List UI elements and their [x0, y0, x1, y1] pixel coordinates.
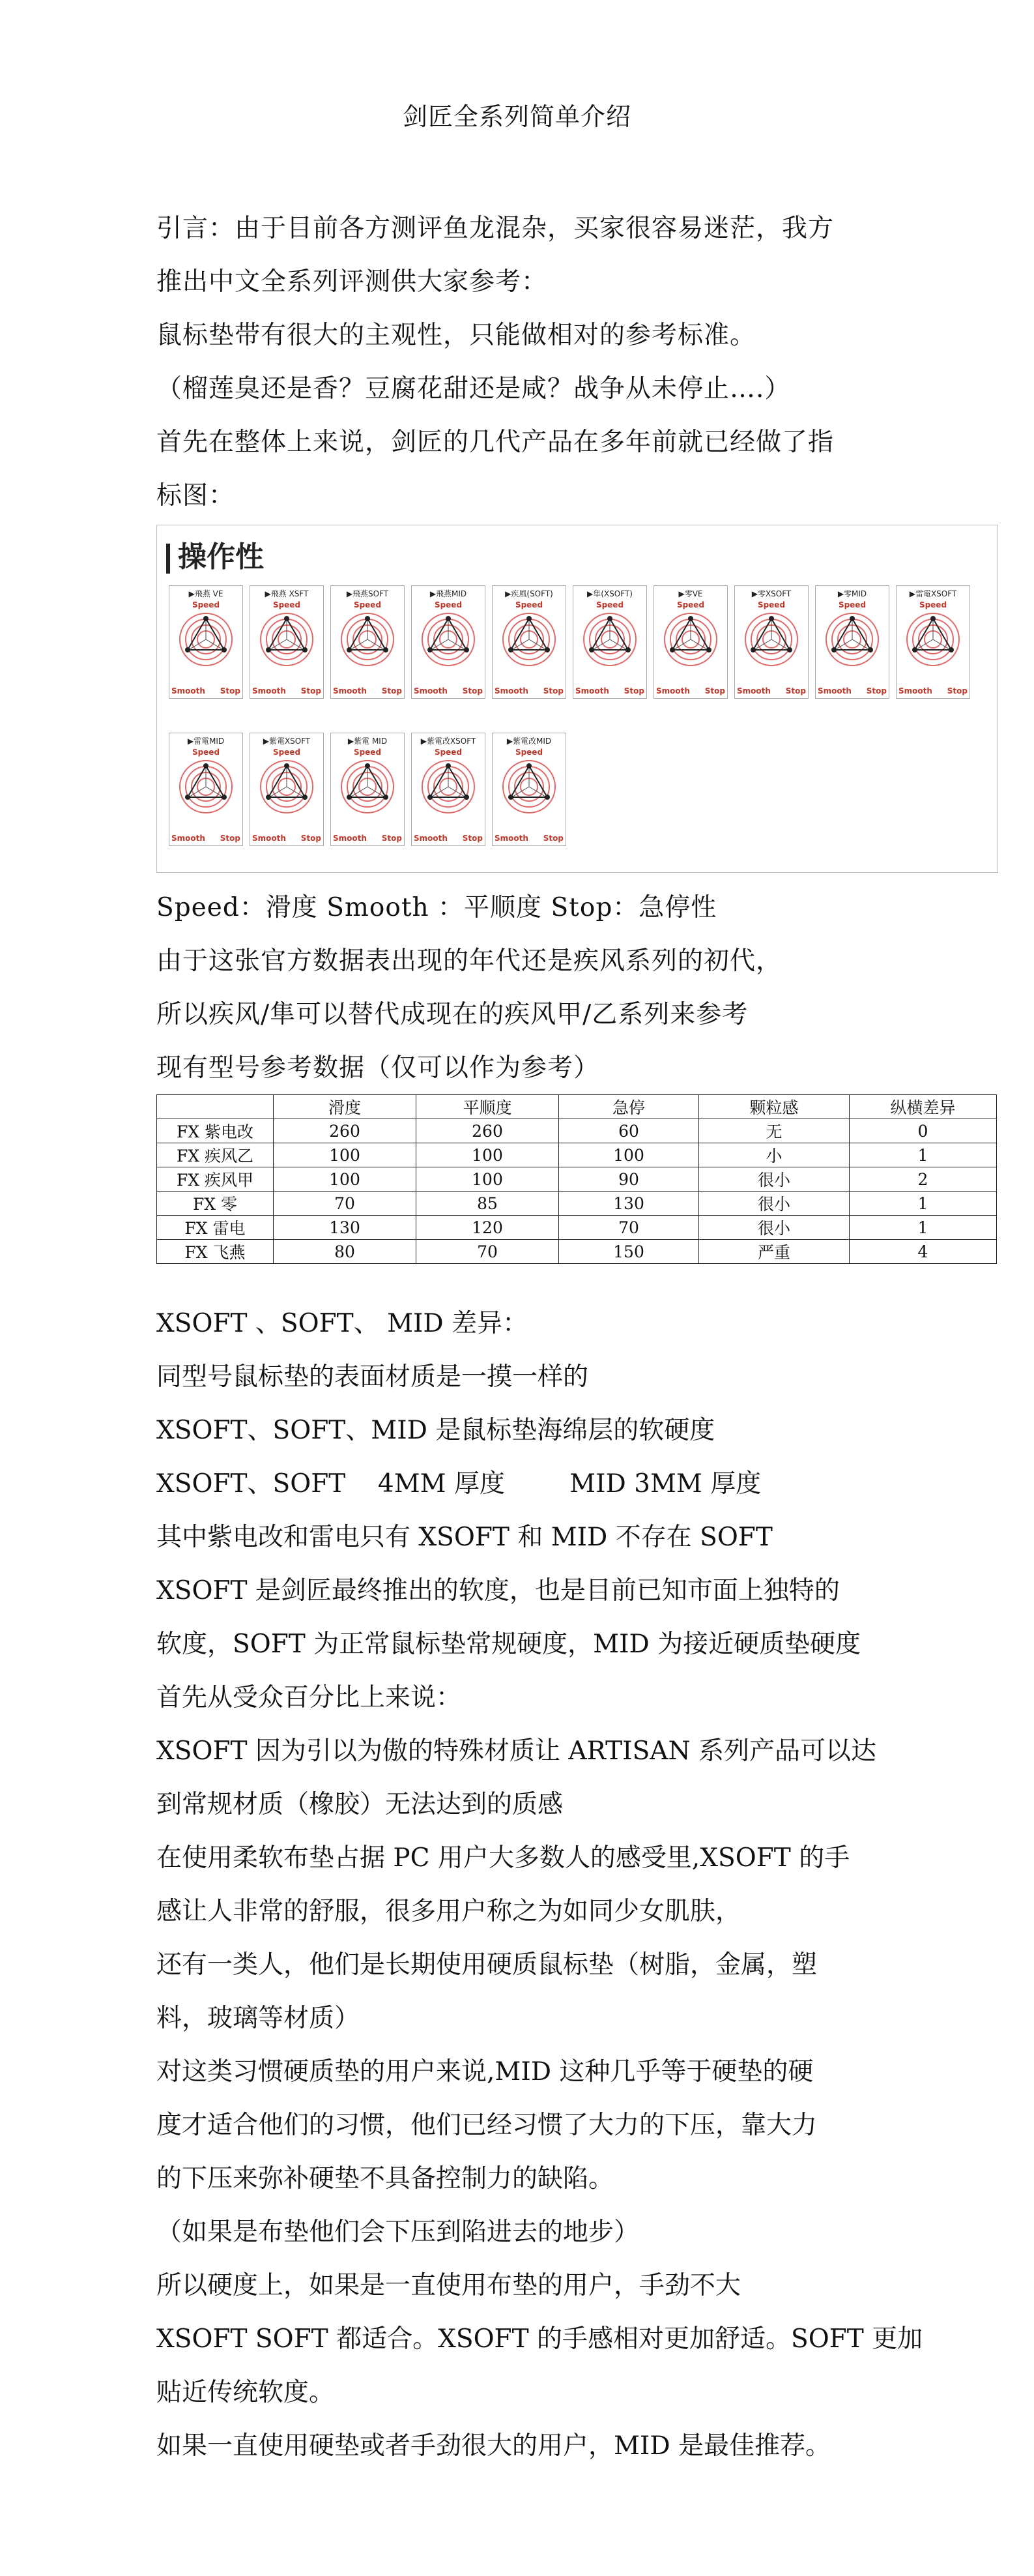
speed-axis-label: Speed	[757, 600, 786, 609]
smooth-axis-label: Smooth	[171, 834, 205, 843]
speed-axis-label: Speed	[353, 600, 382, 609]
table-cell: 很小	[699, 1167, 850, 1192]
radar-point	[383, 647, 388, 652]
smooth-axis-label: Smooth	[495, 834, 528, 843]
stop-axis-label: Stop	[866, 686, 887, 695]
radar-point	[912, 647, 917, 652]
radar-target-icon	[906, 612, 960, 667]
paragraph-line: 料，玻璃等材质）	[156, 2004, 360, 2033]
paragraph-line: XSOFT 是剑匠最终推出的软度，也是目前已知市面上独特的	[156, 1576, 840, 1605]
radar-card	[330, 585, 405, 699]
radar-card-label: ▶飛燕MID	[429, 589, 467, 598]
radar-point	[508, 647, 513, 652]
speed-axis-label: Speed	[515, 748, 543, 757]
stop-axis-label: Stop	[381, 834, 402, 843]
table-header-cell	[157, 1095, 274, 1119]
table-cell: 100	[274, 1167, 416, 1192]
radar-point	[545, 647, 550, 652]
speed-axis-label: Speed	[434, 748, 463, 757]
radar-card	[169, 733, 243, 846]
speed-axis-label: Speed	[272, 600, 301, 609]
table-cell: 260	[416, 1119, 559, 1143]
radar-point	[266, 647, 271, 652]
table-cell: 2	[850, 1167, 997, 1192]
smooth-axis-label: Smooth	[252, 686, 286, 695]
stop-axis-label: Stop	[624, 686, 644, 695]
radar-point	[222, 795, 227, 800]
radar-card-label: ▶飛燕SOFT	[346, 589, 389, 598]
table-header-cell: 平顺度	[416, 1095, 559, 1119]
intro-line: 引言：由于目前各方测评鱼龙混杂，买家很容易迷茫，我方	[156, 214, 835, 243]
table-cell: FX 疾风乙	[157, 1143, 274, 1167]
radar-point	[787, 647, 792, 652]
radar-point	[464, 795, 469, 800]
table-cell: FX 零	[157, 1192, 274, 1216]
radar-point	[607, 616, 612, 621]
paragraph-line: XSOFT SOFT 都适合。XSOFT 的手感相对更加舒适。SOFT 更加	[156, 2324, 923, 2354]
radar-target-icon	[421, 759, 476, 814]
radar-point	[347, 647, 352, 652]
intro-line: （榴莲臭还是香？豆腐花甜还是咸？战争从未停止….）	[156, 374, 791, 403]
speed-axis-label: Speed	[434, 600, 463, 609]
table-cell: 150	[559, 1240, 699, 1264]
radar-target-icon	[259, 759, 314, 814]
radar-card-label: ▶紫電XSOFT	[263, 737, 311, 746]
stop-axis-label: Stop	[220, 834, 240, 843]
table-cell: 1	[850, 1143, 997, 1167]
radar-point	[670, 647, 675, 652]
table-cell: 严重	[699, 1240, 850, 1264]
radar-point	[427, 795, 433, 800]
speed-axis-label: Speed	[919, 600, 947, 609]
radar-target-icon	[582, 612, 637, 667]
table-cell: 70	[274, 1192, 416, 1216]
paragraph-line: 现有型号参考数据（仅可以作为参考）	[156, 1053, 600, 1083]
radar-point	[222, 647, 227, 652]
radar-point	[751, 647, 756, 652]
table-cell: 60	[559, 1119, 699, 1143]
table-row	[157, 1216, 997, 1240]
radar-point	[284, 763, 289, 768]
radar-card-label: ▶雷電XSOFT	[909, 589, 957, 598]
table-header-cell: 颗粒感	[699, 1095, 850, 1119]
radar-card	[734, 585, 809, 699]
radar-target-icon	[179, 759, 233, 814]
table-cell: 0	[850, 1119, 997, 1143]
speed-axis-label: Speed	[192, 600, 220, 609]
table-cell: FX 紫电改	[157, 1119, 274, 1143]
smooth-axis-label: Smooth	[414, 834, 448, 843]
radar-point	[284, 616, 289, 621]
radar-point	[868, 647, 873, 652]
radar-target-icon	[663, 612, 718, 667]
radar-point	[266, 795, 271, 800]
speed-axis-label: Speed	[272, 748, 301, 757]
table-cell: 70	[416, 1240, 559, 1264]
radar-point	[949, 647, 954, 652]
smooth-axis-label: Smooth	[898, 686, 932, 695]
radar-card-label: ▶紫電改XSOFT	[420, 737, 476, 746]
paragraph-line: 对这类习惯硬质垫的用户来说,MID 这种几乎等于硬垫的硬	[156, 2057, 814, 2086]
paragraph-line: XSOFT、SOFT 4MM 厚度 MID 3MM 厚度	[156, 1469, 762, 1499]
table-cell: 100	[559, 1143, 699, 1167]
smooth-axis-label: Smooth	[171, 686, 205, 695]
radar-point	[203, 616, 208, 621]
paragraph-line: 贴近传统软度。	[156, 2378, 335, 2407]
table-cell: 小	[699, 1143, 850, 1167]
table-cell: 70	[559, 1216, 699, 1240]
paragraph-line: 首先从受众百分比上来说：	[156, 1683, 462, 1712]
intro-line: 首先在整体上来说，剑匠的几代产品在多年前就已经做了指	[156, 428, 835, 457]
paragraph-line: 所以硬度上，如果是一直使用布垫的用户，手劲不大	[156, 2271, 741, 2300]
radar-point	[446, 763, 451, 768]
paragraph-line: 软度，SOFT 为正常鼠标垫常规硬度，MID 为接近硬质垫硬度	[156, 1630, 861, 1659]
speed-axis-label: Speed	[353, 748, 382, 757]
smooth-axis-label: Smooth	[575, 686, 609, 695]
radar-point	[365, 763, 370, 768]
paragraph-line: XSOFT 、SOFT、 MID 差异：	[156, 1309, 528, 1338]
table-cell: 100	[416, 1167, 559, 1192]
radar-target-icon	[825, 612, 880, 667]
intro-line: 标图：	[156, 481, 235, 510]
radar-point	[706, 647, 711, 652]
smooth-axis-label: Smooth	[818, 686, 852, 695]
paragraph-line: 在使用柔软布垫占据 PC 用户大多数人的感受里,XSOFT 的手	[156, 1843, 850, 1873]
paragraph-line: 其中紫电改和雷电只有 XSOFT 和 MID 不存在 SOFT	[156, 1523, 773, 1552]
radar-card	[653, 585, 728, 699]
radar-point	[688, 616, 693, 621]
table-row	[157, 1143, 997, 1167]
stop-axis-label: Stop	[947, 686, 968, 695]
radar-point	[545, 795, 550, 800]
paragraph-line: 同型号鼠标垫的表面材质是一摸一样的	[156, 1362, 589, 1392]
stop-axis-label: Stop	[220, 686, 240, 695]
radar-card	[330, 733, 405, 846]
speed-axis-label: Speed	[515, 600, 543, 609]
legend-line: Speed：滑度 Smooth ：平顺度 Stop：急停性	[156, 893, 717, 922]
table-cell: 1	[850, 1216, 997, 1240]
table-cell: 85	[416, 1192, 559, 1216]
paragraph-line: XSOFT 因为引以为傲的特殊材质让 ARTISAN 系列产品可以达	[156, 1736, 876, 1766]
table-cell: FX 疾风甲	[157, 1167, 274, 1192]
radar-card	[896, 585, 970, 699]
radar-point	[365, 616, 370, 621]
smooth-axis-label: Smooth	[333, 686, 367, 695]
radar-card-label: ▶零VE	[678, 589, 703, 598]
radar-point	[589, 647, 594, 652]
radar-point	[526, 616, 532, 621]
smooth-axis-label: Smooth	[737, 686, 771, 695]
radar-card-label: ▶零MID	[837, 589, 867, 598]
table-cell: 1	[850, 1192, 997, 1216]
radar-card	[250, 585, 324, 699]
table-cell: 很小	[699, 1216, 850, 1240]
table-cell: 无	[699, 1119, 850, 1143]
table-cell: 80	[274, 1240, 416, 1264]
speed-axis-label: Speed	[596, 600, 624, 609]
table-cell: 260	[274, 1119, 416, 1143]
table-cell: 4	[850, 1240, 997, 1264]
smooth-axis-label: Smooth	[414, 686, 448, 695]
paragraph-line: （如果是布垫他们会下压到陷进去的地步）	[156, 2217, 640, 2247]
radar-point	[850, 616, 855, 621]
radar-target-icon	[340, 759, 395, 814]
stop-axis-label: Stop	[300, 686, 321, 695]
radar-point	[930, 616, 936, 621]
radar-card-label: ▶紫電 MID	[347, 737, 388, 746]
radar-point	[625, 647, 631, 652]
radar-point	[427, 647, 433, 652]
radar-card-label: ▶零XSOFT	[751, 589, 792, 598]
smooth-axis-label: Smooth	[495, 686, 528, 695]
radar-point	[831, 647, 837, 652]
table-cell: 100	[416, 1143, 559, 1167]
radar-point	[302, 795, 308, 800]
stop-axis-label: Stop	[543, 834, 564, 843]
paragraph-line: 度才适合他们的习惯，他们已经习惯了大力的下压，靠大力	[156, 2111, 818, 2140]
speed-axis-label: Speed	[676, 600, 705, 609]
stop-axis-label: Stop	[543, 686, 564, 695]
radar-card-label: ▶紫電改MID	[506, 737, 552, 746]
radar-point	[446, 616, 451, 621]
radar-target-icon	[179, 612, 233, 667]
paragraph-line: XSOFT、SOFT、MID 是鼠标垫海绵层的软硬度	[156, 1416, 715, 1445]
intro-line: 鼠标垫带有很大的主观性，只能做相对的参考标准。	[156, 321, 756, 350]
radar-point	[185, 647, 190, 652]
radar-point	[185, 795, 190, 800]
table-cell: 很小	[699, 1192, 850, 1216]
table-row	[157, 1167, 997, 1192]
stop-axis-label: Stop	[704, 686, 725, 695]
table-header-row	[157, 1095, 997, 1119]
radar-card	[573, 585, 647, 699]
table-row	[157, 1192, 997, 1216]
radar-target-icon	[502, 759, 556, 814]
paragraph-line: 感让人非常的舒服，很多用户称之为如同少女肌肤，	[156, 1897, 741, 1926]
radar-card	[411, 733, 485, 846]
table-cell: 130	[274, 1216, 416, 1240]
radar-card	[492, 733, 566, 846]
radar-point	[302, 647, 308, 652]
radar-card	[250, 733, 324, 846]
radar-point	[464, 647, 469, 652]
radar-point	[203, 763, 208, 768]
radar-card	[815, 585, 889, 699]
table-header-cell: 急停	[559, 1095, 699, 1119]
smooth-axis-label: Smooth	[656, 686, 690, 695]
radar-target-icon	[340, 612, 395, 667]
radar-card-label: ▶隼(XSOFT)	[587, 589, 633, 598]
radar-target-icon	[421, 612, 476, 667]
radar-point	[383, 795, 388, 800]
table-cell: 120	[416, 1216, 559, 1240]
paragraph-line: 到常规材质（橡胶）无法达到的质感	[156, 1790, 564, 1819]
radar-point	[769, 616, 774, 621]
radar-card	[169, 585, 243, 699]
radar-target-icon	[502, 612, 556, 667]
paragraph-line: 如果一直使用硬垫或者手劲很大的用户，MID 是最佳推荐。	[156, 2431, 831, 2461]
stop-axis-label: Stop	[462, 834, 483, 843]
table-header-cell: 纵横差异	[850, 1095, 997, 1119]
intro-line: 推出中文全系列评测供大家参考：	[156, 267, 548, 297]
smooth-axis-label: Smooth	[333, 834, 367, 843]
smooth-axis-label: Smooth	[252, 834, 286, 843]
table-cell: 100	[274, 1143, 416, 1167]
radar-point	[508, 795, 513, 800]
radar-target-icon	[744, 612, 799, 667]
speed-axis-label: Speed	[838, 600, 867, 609]
radar-target-icon	[259, 612, 314, 667]
radar-card-label: ▶疾風(SOFT)	[505, 589, 553, 598]
radar-card-label: ▶飛燕 VE	[188, 589, 223, 598]
table-cell: 130	[559, 1192, 699, 1216]
reference-data-table	[156, 1094, 997, 1264]
table-row	[157, 1240, 997, 1264]
operability-chart-figure	[156, 525, 998, 873]
speed-axis-label: Speed	[192, 748, 220, 757]
table-row	[157, 1119, 997, 1143]
radar-card	[492, 585, 566, 699]
paragraph-line: 还有一类人，他们是长期使用硬质鼠标垫（树脂，金属，塑	[156, 1950, 818, 1980]
stop-axis-label: Stop	[300, 834, 321, 843]
page-title: 剑匠全系列简单介绍	[402, 102, 631, 131]
paragraph-line: 由于这张官方数据表出现的年代还是疾风系列的初代，	[156, 946, 783, 976]
table-cell: 90	[559, 1167, 699, 1192]
radar-point	[347, 795, 352, 800]
table-header-cell: 滑度	[274, 1095, 416, 1119]
paragraph-line: 的下压来弥补硬垫不具备控制力的缺陷。	[156, 2164, 614, 2193]
radar-point	[526, 763, 532, 768]
stop-axis-label: Stop	[462, 686, 483, 695]
table-cell: FX 雷电	[157, 1216, 274, 1240]
paragraph-line: 所以疾风/隼可以替代成现在的疾风甲/乙系列来参考	[156, 1000, 749, 1029]
radar-card-label: ▶飛燕 XSFT	[265, 589, 309, 598]
stop-axis-label: Stop	[381, 686, 402, 695]
figure-title: 操作性	[166, 533, 264, 575]
table-cell: FX 飞燕	[157, 1240, 274, 1264]
stop-axis-label: Stop	[785, 686, 806, 695]
radar-card-label: ▶雷電MID	[187, 737, 225, 746]
radar-card	[411, 585, 485, 699]
